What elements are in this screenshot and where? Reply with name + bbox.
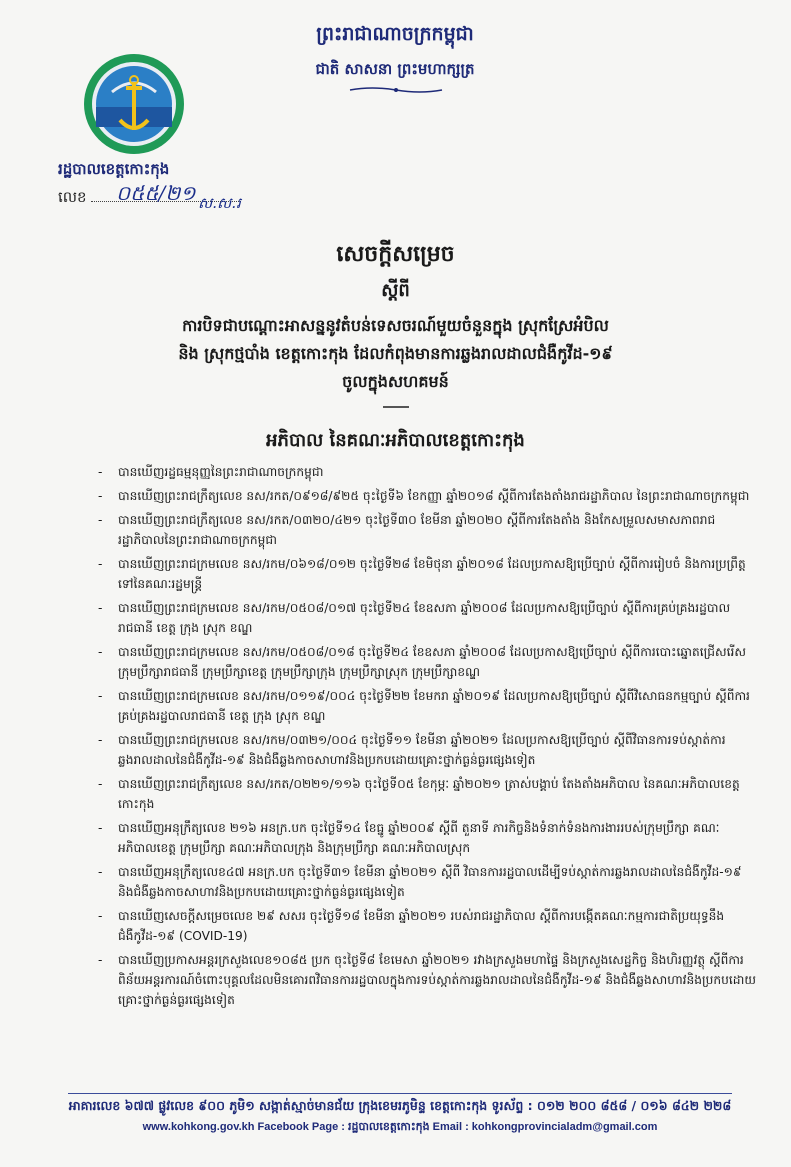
- authority-heading: អភិបាល នៃគណៈអភិបាលខេត្តកោះកុង: [266, 430, 525, 451]
- document-subtitle: ស្តីពី: [381, 280, 410, 301]
- list-item: - បានឃើញព្រះរាជក្រមលេខ នស/រកម/០៥០៨/០១៧ ចុះថ្ងៃទី២៤ ខែឧសភា ឆ្នាំ២០០៨ ដែលប្រកាសឱ្យប្រើច្បាប់ ស្តីពីការគ្រប់គ្រងរដ្ឋបាលរាជធានី ខេត្ត ក្រុង ស្រុក ខណ្ឌ: [98, 601, 731, 635]
- footer-address: អាគារលេខ ៦៧៧ ផ្លូវលេខ ៩០០ ភូមិ១ សង្កាត់ស្មាច់មានជ័យ ក្រុងខេមរភូមិន្ទ ខេត្តកោះកុង ទូរស័ព្ទ : ០១២ ២០០ ៨៥៨ / ០១៦ ៨៤២ ២២៨: [68, 1098, 732, 1113]
- kingdom-heading: ព្រះរាជាណាចក្រកម្ពុជា: [316, 23, 474, 45]
- considerations-list: [96, 462, 756, 1014]
- provincial-seal-icon: [82, 52, 186, 156]
- national-motto: ជាតិ សាសនា ព្រះមហាក្សត្រ: [315, 60, 475, 78]
- list-item: - បានឃើញព្រះរាជក្រឹត្យលេខ នស/រកត/០៩១៨/៩២៥ ចុះថ្ងៃទី៦ ខែកញ្ញា ឆ្នាំ២០១៨ ស្តីពីការតែងតាំងរាជរដ្ឋាភិបាល នៃព្រះរាជាណាចក្រកម្ពុជា: [98, 489, 750, 503]
- reference-label: លេខ: [58, 188, 87, 206]
- subject-line: ការបិទជាបណ្តោះអាសន្ននូវតំបន់ទេសចរណ៍មួយចំនួនក្នុង ស្រុកស្រែអំបិល: [182, 316, 609, 335]
- list-item: - បានឃើញអនុក្រឹត្យលេខ ២១៦ អនក្រ.បក ចុះថ្ងៃទី១៤ ខែធ្នូ ឆ្នាំ២០០៩ ស្តីពី តួនាទី ភារកិច្ចនិងទំនាក់ទំនងការងាររបស់ក្រុមប្រឹក្សា គណៈអភិបាលខេត្ត ក្រុមប្រឹក្សា គណៈអភិបាលក្រុង និងក្រុមប្រឹក្សា គណៈអភិបាលស្រុក: [98, 821, 720, 855]
- handwritten-number: ០៥៥/២១: [116, 181, 196, 205]
- divider: [383, 406, 409, 408]
- document-title: សេចក្តីសម្រេច: [336, 242, 455, 267]
- reference-number: [58, 181, 241, 212]
- list-item: - បានឃើញព្រះរាជក្រមលេខ នស/រកម/០៥០៨/០១៨ ចុះថ្ងៃទី២៤ ខែឧសភា ឆ្នាំ២០០៨ ដែលប្រកាសឱ្យប្រើច្បាប់ ស្តីពីការបោះឆ្នោតជ្រើសរើសក្រុមប្រឹក្សារាជធានី ក្រុមប្រឹក្សាខេត្ត ក្រុមប្រឹក្សាក្រុង ក្រុមប្រឹក្សាស្រុក ក្រុមប្រឹក្សាខណ្ឌ: [98, 645, 746, 679]
- subject-line: ចូលក្នុងសហគមន៍: [342, 372, 449, 391]
- footer-divider: [68, 1093, 732, 1094]
- list-item: - បានឃើញព្រះរាជក្រមលេខ នស/រកម/០៦១៨/០១២ ចុះថ្ងៃទី២៨ ខែមិថុនា ឆ្នាំ២០១៨ ដែលប្រកាសឱ្យប្រើច្បាប់ ស្តីពីការរៀបចំ និងការប្រព្រឹត្តទៅនៃគណៈរដ្ឋមន្ត្រី: [98, 557, 746, 591]
- list-item: - បានឃើញអនុក្រឹត្យលេខ៤៧ អនក្រ.បក ចុះថ្ងៃទី៣១ ខែមីនា ឆ្នាំ២០២១ ស្តីពី វិធានការរដ្ឋបាលដើម្បីទប់ស្កាត់ការឆ្លងរាលដាលនៃជំងឺកូវីដ-១៩ និងជំងឺឆ្លងកាចសាហាវនិងប្រកបដោយគ្រោះថ្នាក់ធ្ងន់ធ្ងរផ្សេងទៀត: [98, 865, 742, 899]
- list-item: - បានឃើញសេចក្តីសម្រេចលេខ ២៩ សសរ ចុះថ្ងៃទី១៨ ខែមីនា ឆ្នាំ២០២១ របស់រាជរដ្ឋាភិបាល ស្តីពីការបង្កើតគណៈកម្មការជាតិប្រយុទ្ធនឹងជំងឺកូវីដ-១៩ (COVID-19): [98, 909, 725, 943]
- list-item: - បានឃើញរដ្ឋធម្មនុញ្ញនៃព្រះរាជាណាចក្រកម្ពុជា: [98, 465, 324, 479]
- organization-name: រដ្ឋបាលខេត្តកោះកុង: [58, 160, 170, 178]
- subject-line: និង ស្រុកថ្មបាំង ខេត្តកោះកុង ដែលកំពុងមានការឆ្លងរាលដាលជំងឺកូវីដ-១៩: [178, 344, 613, 363]
- list-item: - បានឃើញព្រះរាជក្រមលេខ នស/រកម/០៣២១/០០៤ ចុះថ្ងៃទី១១ ខែមីនា ឆ្នាំ២០២១ ដែលប្រកាសឱ្យប្រើច្បាប់ ស្តីពីវិធានការទប់ស្កាត់ការឆ្លងរាលដាលនៃជំងឺកូវីដ-១៩ និងជំងឺឆ្លងកាចសាហាវនិងប្រកបដោយគ្រោះថ្នាក់ធ្ងន់ធ្ងរផ្សេងទៀត: [98, 733, 726, 767]
- footer-contact: www.kohkong.gov.kh Facebook Page : រដ្ឋបាលខេត្តកោះកុង Email : kohkongprovincialadm@gmail.com: [142, 1121, 658, 1133]
- ornament-icon: [348, 86, 444, 94]
- list-item: - បានឃើញព្រះរាជក្រឹត្យលេខ នស/រកត/០៣២០/៤២១ ចុះថ្ងៃទី៣០ ខែមីនា ឆ្នាំ២០២០ ស្តីពីការតែងតាំង និងកែសម្រួលសមាសភាពរាជរដ្ឋាភិបាលនៃព្រះរាជាណាចក្រកម្ពុជា: [98, 513, 716, 547]
- list-item: - បានឃើញប្រកាសអន្តរក្រសួងលេខ១០៨៥ ប្រក ចុះថ្ងៃទី៨ ខែមេសា ឆ្នាំ២០២១ រវាងក្រសួងមហាផ្ទៃ និងក្រសួងសេដ្ឋកិច្ច និងហិរញ្ញវត្ថុ ស្តីពីការពិន័យអន្តរការណ៍ចំពោះបុគ្គលដែលមិនគោរពវិធានការរដ្ឋបាលក្នុងការទប់ស្កាត់ការឆ្លងរាលដាលនៃជំងឺកូវីដ-១៩ និងជំងឺឆ្លងសាហាវនិងប្រកបដោយគ្រោះថ្នាក់ធ្ងន់ធ្ងរផ្សេងទៀត: [98, 953, 756, 1007]
- handwritten-code: ស.ស.រ: [198, 194, 241, 212]
- list-item: - បានឃើញព្រះរាជក្រឹត្យលេខ នស/រកត/០២២១/១១៦ ចុះថ្ងៃទី០៥ ខែកុម្ភៈ ឆ្នាំ២០២១ ត្រាស់បង្គាប់ តែងតាំងអភិបាល នៃគណៈអភិបាលខេត្តកោះកុង: [98, 777, 740, 811]
- list-item: - បានឃើញព្រះរាជក្រមលេខ នស/រកម/០១១៩/០០៤ ចុះថ្ងៃទី២២ ខែមករា ឆ្នាំ២០១៩ ដែលប្រកាសឱ្យប្រើច្បាប់ ស្តីពីវិសោធនកម្មច្បាប់ ស្តីពីការគ្រប់គ្រងរដ្ឋបាលរាជធានី ខេត្ត ក្រុង ស្រុក ខណ្ឌ: [98, 689, 750, 723]
